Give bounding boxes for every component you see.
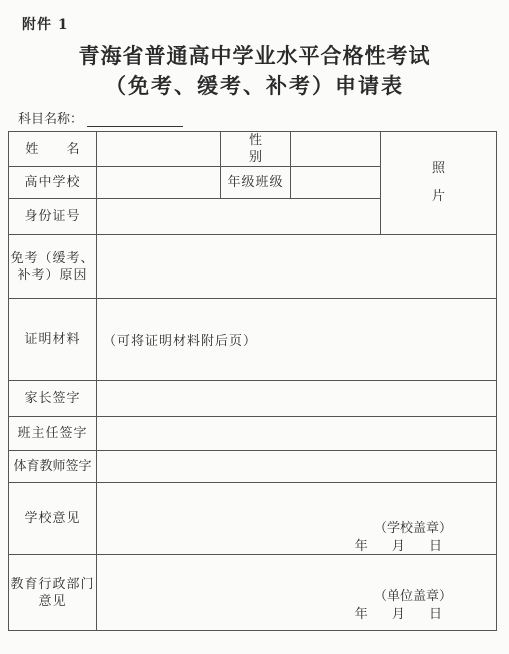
- subject-name-field[interactable]: [87, 114, 183, 127]
- school-date: 年 月 日: [354, 539, 452, 554]
- attachment-label: 附件 1: [22, 17, 69, 33]
- application-form-table: [8, 131, 497, 631]
- school-label: 高中学校: [9, 167, 97, 199]
- reason-label-line1: 免考（缓考、: [10, 250, 95, 266]
- edu-dept-opinion-field[interactable]: [97, 555, 497, 631]
- school-field[interactable]: [97, 167, 221, 199]
- form-title-line2: （免考、缓考、补考）申请表: [105, 73, 404, 98]
- gender-label: 性 别: [221, 132, 291, 167]
- grade-class-label: 年级班级: [221, 167, 291, 199]
- pe-teacher-signature-field[interactable]: [97, 451, 497, 483]
- gender-field[interactable]: [291, 132, 381, 167]
- edu-dept-label-line1: 教育行政部门: [10, 576, 95, 592]
- unit-date: 年 月 日: [354, 607, 452, 622]
- name-field[interactable]: [97, 132, 221, 167]
- edu-dept-label-line2: 意见: [38, 593, 67, 609]
- headteacher-signature-label: 班主任签字: [9, 417, 97, 451]
- reason-field[interactable]: [97, 235, 497, 299]
- school-opinion-field[interactable]: [97, 483, 497, 555]
- name-label: 姓 名: [9, 132, 97, 167]
- headteacher-signature-field[interactable]: [97, 417, 497, 451]
- photo-label-char1: 照: [431, 161, 445, 176]
- school-stamp-note: （学校盖章）: [373, 521, 452, 536]
- id-number-label: 身份证号: [9, 199, 97, 235]
- evidence-note[interactable]: （可将证明材料附后页）: [97, 299, 497, 381]
- photo-box: [381, 132, 497, 235]
- subject-name-row: [18, 108, 183, 127]
- unit-stamp-note: （单位盖章）: [373, 589, 452, 604]
- reason-label-line2: 补考）原因: [17, 267, 88, 283]
- form-title-line1: 青海省普通高中学业水平合格性考试: [78, 43, 431, 68]
- parent-signature-label: 家长签字: [9, 381, 97, 417]
- id-number-field[interactable]: [97, 199, 381, 235]
- edu-dept-opinion-label: [9, 555, 97, 631]
- grade-class-field[interactable]: [291, 167, 381, 199]
- parent-signature-field[interactable]: [97, 381, 497, 417]
- subject-name-label: 科目名称：: [18, 112, 84, 127]
- pe-teacher-signature-label: 体育教师签字: [9, 451, 97, 483]
- reason-label: [9, 235, 97, 299]
- photo-label-char2: 片: [431, 189, 445, 204]
- school-opinion-label: 学校意见: [9, 483, 97, 555]
- evidence-label: 证明材料: [9, 299, 97, 381]
